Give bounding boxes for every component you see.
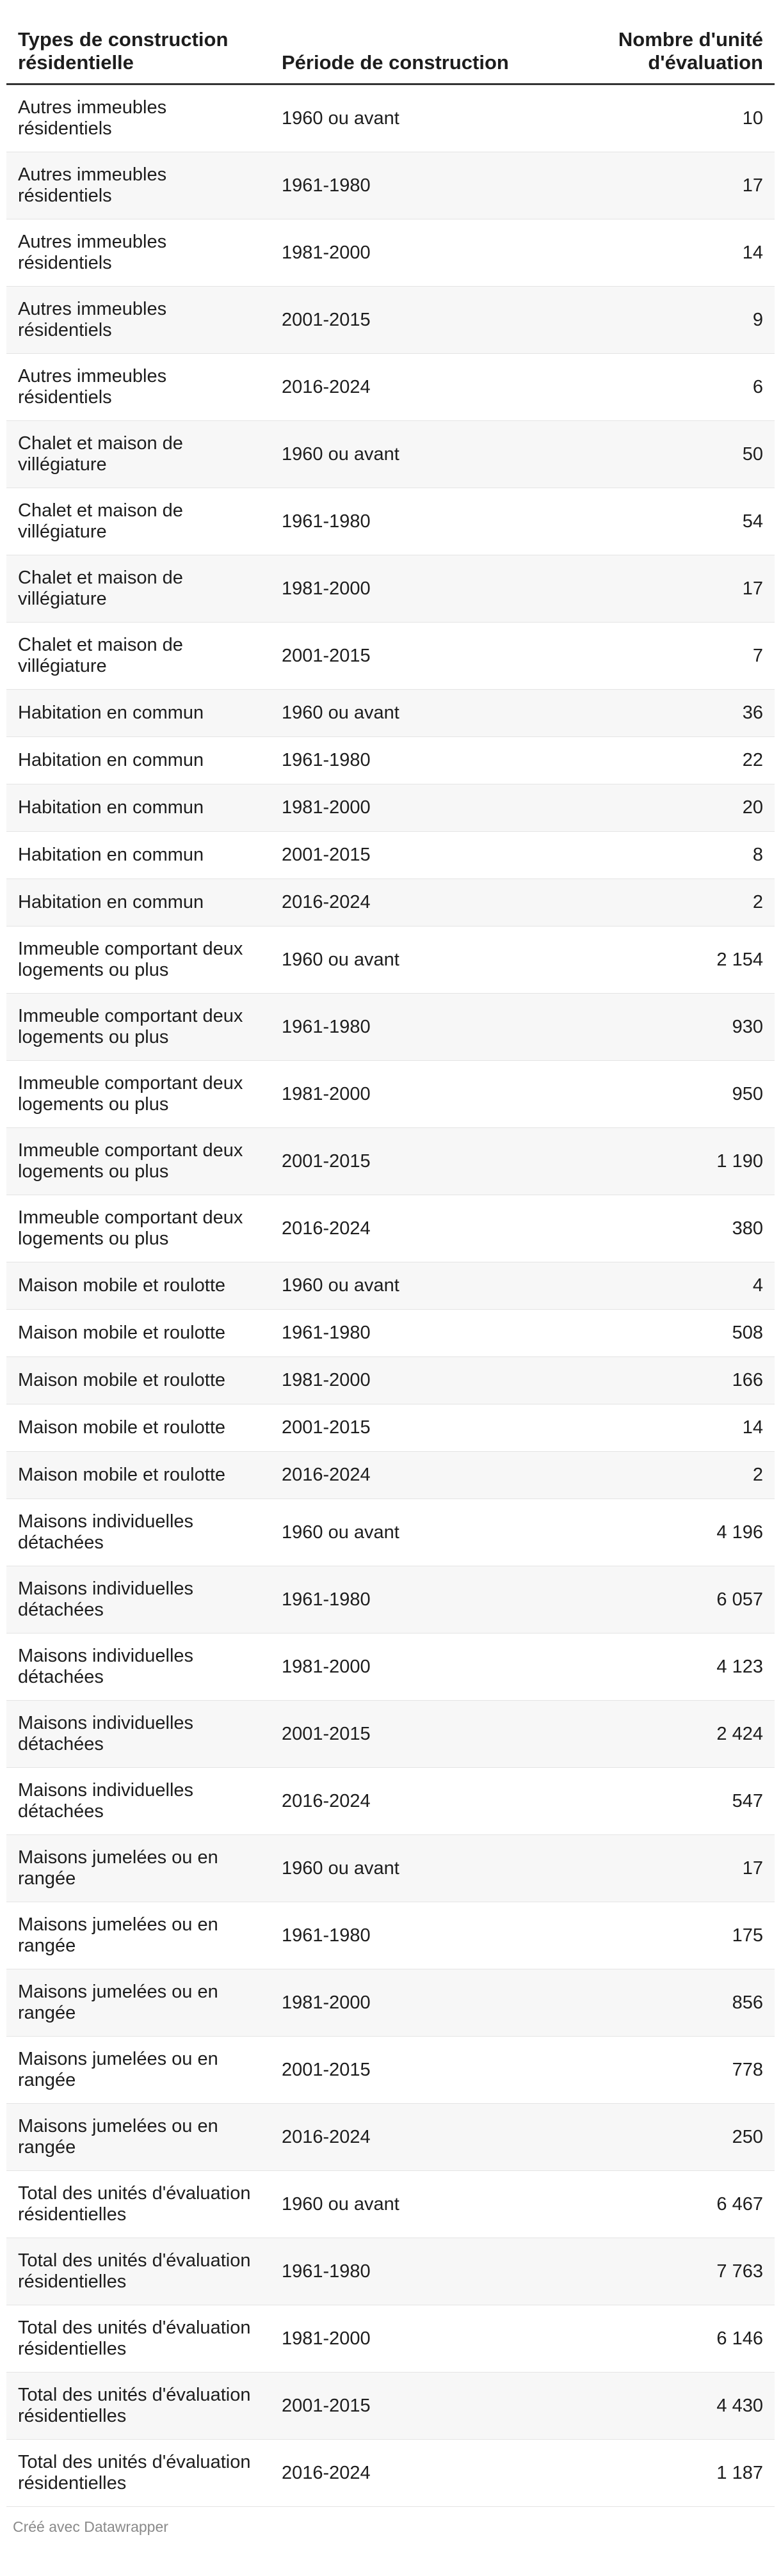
cell-type: Chalet et maison de villégiature [6, 555, 270, 623]
cell-period: 1960 ou avant [270, 690, 575, 737]
cell-count: 14 [575, 1404, 775, 1452]
cell-count: 54 [575, 488, 775, 555]
cell-type: Maison mobile et roulotte [6, 1262, 270, 1310]
cell-count: 930 [575, 994, 775, 1061]
cell-type: Habitation en commun [6, 690, 270, 737]
table-row [6, 421, 775, 488]
cell-period: 1961-1980 [270, 737, 575, 784]
cell-type: Maisons jumelées ou en rangée [6, 2037, 270, 2104]
cell-count: 166 [575, 1357, 775, 1404]
cell-period: 1960 ou avant [270, 421, 575, 488]
table-row [6, 1634, 775, 1701]
table-row [6, 2171, 775, 2238]
table-row [6, 2373, 775, 2440]
cell-period: 1960 ou avant [270, 84, 575, 152]
cell-period: 1981-2000 [270, 1969, 575, 2037]
cell-type: Maisons individuelles détachées [6, 1634, 270, 1701]
table-row [6, 1357, 775, 1404]
cell-count: 6 467 [575, 2171, 775, 2238]
table-row [6, 1452, 775, 1499]
cell-type: Habitation en commun [6, 737, 270, 784]
cell-period: 1981-2000 [270, 784, 575, 832]
cell-count: 175 [575, 1902, 775, 1969]
table-row [6, 926, 775, 994]
table-row [6, 994, 775, 1061]
cell-count: 547 [575, 1768, 775, 1835]
table-row [6, 1969, 775, 2037]
cell-count: 17 [575, 1835, 775, 1902]
table-row [6, 2440, 775, 2507]
table-row [6, 690, 775, 737]
table-row [6, 152, 775, 219]
cell-type: Total des unités d'évaluation résidentielles [6, 2305, 270, 2373]
cell-period: 1981-2000 [270, 1634, 575, 1701]
cell-period: 2016-2024 [270, 1452, 575, 1499]
cell-type: Maisons individuelles détachées [6, 1768, 270, 1835]
cell-period: 2016-2024 [270, 2440, 575, 2507]
cell-type: Maisons jumelées ou en rangée [6, 1835, 270, 1902]
cell-period: 2016-2024 [270, 879, 575, 926]
cell-type: Habitation en commun [6, 879, 270, 926]
cell-period: 1961-1980 [270, 488, 575, 555]
cell-count: 4 [575, 1262, 775, 1310]
cell-count: 2 [575, 1452, 775, 1499]
cell-count: 14 [575, 219, 775, 287]
cell-type: Habitation en commun [6, 832, 270, 879]
cell-type: Maisons jumelées ou en rangée [6, 1969, 270, 2037]
cell-period: 2001-2015 [270, 1404, 575, 1452]
table-row [6, 1835, 775, 1902]
cell-period: 2001-2015 [270, 287, 575, 354]
table-row [6, 2037, 775, 2104]
table-row [6, 1701, 775, 1768]
cell-type: Autres immeubles résidentiels [6, 354, 270, 421]
cell-type: Total des unités d'évaluation résidentielles [6, 2373, 270, 2440]
cell-count: 22 [575, 737, 775, 784]
cell-period: 2001-2015 [270, 2037, 575, 2104]
table-row [6, 488, 775, 555]
cell-period: 2016-2024 [270, 1768, 575, 1835]
cell-period: 2001-2015 [270, 1701, 575, 1768]
cell-count: 17 [575, 152, 775, 219]
cell-type: Autres immeubles résidentiels [6, 219, 270, 287]
cell-type: Maisons jumelées ou en rangée [6, 2104, 270, 2171]
cell-period: 2016-2024 [270, 1195, 575, 1262]
cell-period: 1981-2000 [270, 555, 575, 623]
cell-type: Total des unités d'évaluation résidentielles [6, 2171, 270, 2238]
cell-count: 6 146 [575, 2305, 775, 2373]
cell-count: 380 [575, 1195, 775, 1262]
column-header-period[interactable]: Période de construction [270, 22, 575, 84]
table-row [6, 555, 775, 623]
table-row [6, 1195, 775, 1262]
cell-period: 1961-1980 [270, 1566, 575, 1634]
cell-count: 508 [575, 1310, 775, 1357]
cell-period: 1961-1980 [270, 1310, 575, 1357]
cell-type: Maisons individuelles détachées [6, 1499, 270, 1566]
cell-count: 1 190 [575, 1128, 775, 1195]
table-row [6, 784, 775, 832]
cell-period: 1960 ou avant [270, 926, 575, 994]
table-row [6, 879, 775, 926]
cell-period: 1960 ou avant [270, 1835, 575, 1902]
table-row [6, 2104, 775, 2171]
cell-count: 4 430 [575, 2373, 775, 2440]
cell-count: 778 [575, 2037, 775, 2104]
cell-count: 7 [575, 623, 775, 690]
footer-credit: Créé avec Datawrapper [13, 2518, 168, 2535]
table-row [6, 1404, 775, 1452]
table-row [6, 2305, 775, 2373]
table-header-row [6, 22, 775, 84]
cell-type: Immeuble comportant deux logements ou plus [6, 1195, 270, 1262]
cell-type: Total des unités d'évaluation résidentielles [6, 2440, 270, 2507]
cell-count: 9 [575, 287, 775, 354]
cell-period: 2001-2015 [270, 1128, 575, 1195]
cell-count: 50 [575, 421, 775, 488]
cell-period: 1961-1980 [270, 1902, 575, 1969]
cell-type: Maisons individuelles détachées [6, 1701, 270, 1768]
table-row [6, 1566, 775, 1634]
table-row [6, 1310, 775, 1357]
table-row [6, 832, 775, 879]
cell-period: 2016-2024 [270, 354, 575, 421]
cell-type: Total des unités d'évaluation résidentielles [6, 2238, 270, 2305]
table-row [6, 623, 775, 690]
table-body [6, 84, 775, 2507]
cell-period: 1981-2000 [270, 219, 575, 287]
table-row [6, 1128, 775, 1195]
cell-period: 1960 ou avant [270, 2171, 575, 2238]
table-row [6, 287, 775, 354]
cell-period: 1961-1980 [270, 152, 575, 219]
cell-type: Chalet et maison de villégiature [6, 623, 270, 690]
cell-type: Autres immeubles résidentiels [6, 84, 270, 152]
table-row [6, 1262, 775, 1310]
cell-period: 2001-2015 [270, 623, 575, 690]
column-header-type[interactable]: Types de construction résidentielle [6, 22, 270, 84]
data-table [6, 22, 775, 2507]
cell-period: 2001-2015 [270, 832, 575, 879]
cell-period: 2016-2024 [270, 2104, 575, 2171]
cell-count: 856 [575, 1969, 775, 2037]
cell-type: Autres immeubles résidentiels [6, 152, 270, 219]
cell-count: 20 [575, 784, 775, 832]
cell-count: 2 [575, 879, 775, 926]
table-row [6, 84, 775, 152]
cell-count: 36 [575, 690, 775, 737]
cell-count: 7 763 [575, 2238, 775, 2305]
cell-type: Habitation en commun [6, 784, 270, 832]
cell-count: 8 [575, 832, 775, 879]
cell-count: 1 187 [575, 2440, 775, 2507]
table-row [6, 1061, 775, 1128]
cell-type: Maison mobile et roulotte [6, 1310, 270, 1357]
cell-type: Immeuble comportant deux logements ou plus [6, 1061, 270, 1128]
cell-count: 250 [575, 2104, 775, 2171]
cell-period: 1960 ou avant [270, 1262, 575, 1310]
cell-type: Maison mobile et roulotte [6, 1452, 270, 1499]
cell-count: 6 [575, 354, 775, 421]
table-row [6, 354, 775, 421]
cell-period: 1960 ou avant [270, 1499, 575, 1566]
cell-count: 950 [575, 1061, 775, 1128]
cell-period: 1981-2000 [270, 1061, 575, 1128]
cell-count: 4 123 [575, 1634, 775, 1701]
cell-period: 1961-1980 [270, 994, 575, 1061]
cell-count: 2 424 [575, 1701, 775, 1768]
cell-type: Immeuble comportant deux logements ou plus [6, 926, 270, 994]
cell-type: Maisons individuelles détachées [6, 1566, 270, 1634]
cell-type: Maison mobile et roulotte [6, 1357, 270, 1404]
cell-type: Maisons jumelées ou en rangée [6, 1902, 270, 1969]
cell-period: 1981-2000 [270, 2305, 575, 2373]
table-row [6, 737, 775, 784]
cell-period: 1961-1980 [270, 2238, 575, 2305]
table-row [6, 1902, 775, 1969]
table-row [6, 2238, 775, 2305]
table-row [6, 219, 775, 287]
cell-type: Autres immeubles résidentiels [6, 287, 270, 354]
table-row [6, 1499, 775, 1566]
cell-period: 2001-2015 [270, 2373, 575, 2440]
cell-count: 17 [575, 555, 775, 623]
cell-type: Immeuble comportant deux logements ou plus [6, 994, 270, 1061]
table-row [6, 1768, 775, 1835]
cell-type: Chalet et maison de villégiature [6, 488, 270, 555]
cell-count: 2 154 [575, 926, 775, 994]
cell-period: 1981-2000 [270, 1357, 575, 1404]
cell-count: 6 057 [575, 1566, 775, 1634]
column-header-count[interactable]: Nombre d'unité d'évaluation [575, 22, 775, 84]
cell-count: 4 196 [575, 1499, 775, 1566]
cell-type: Chalet et maison de villégiature [6, 421, 270, 488]
cell-type: Maison mobile et roulotte [6, 1404, 270, 1452]
cell-count: 10 [575, 84, 775, 152]
cell-type: Immeuble comportant deux logements ou plus [6, 1128, 270, 1195]
